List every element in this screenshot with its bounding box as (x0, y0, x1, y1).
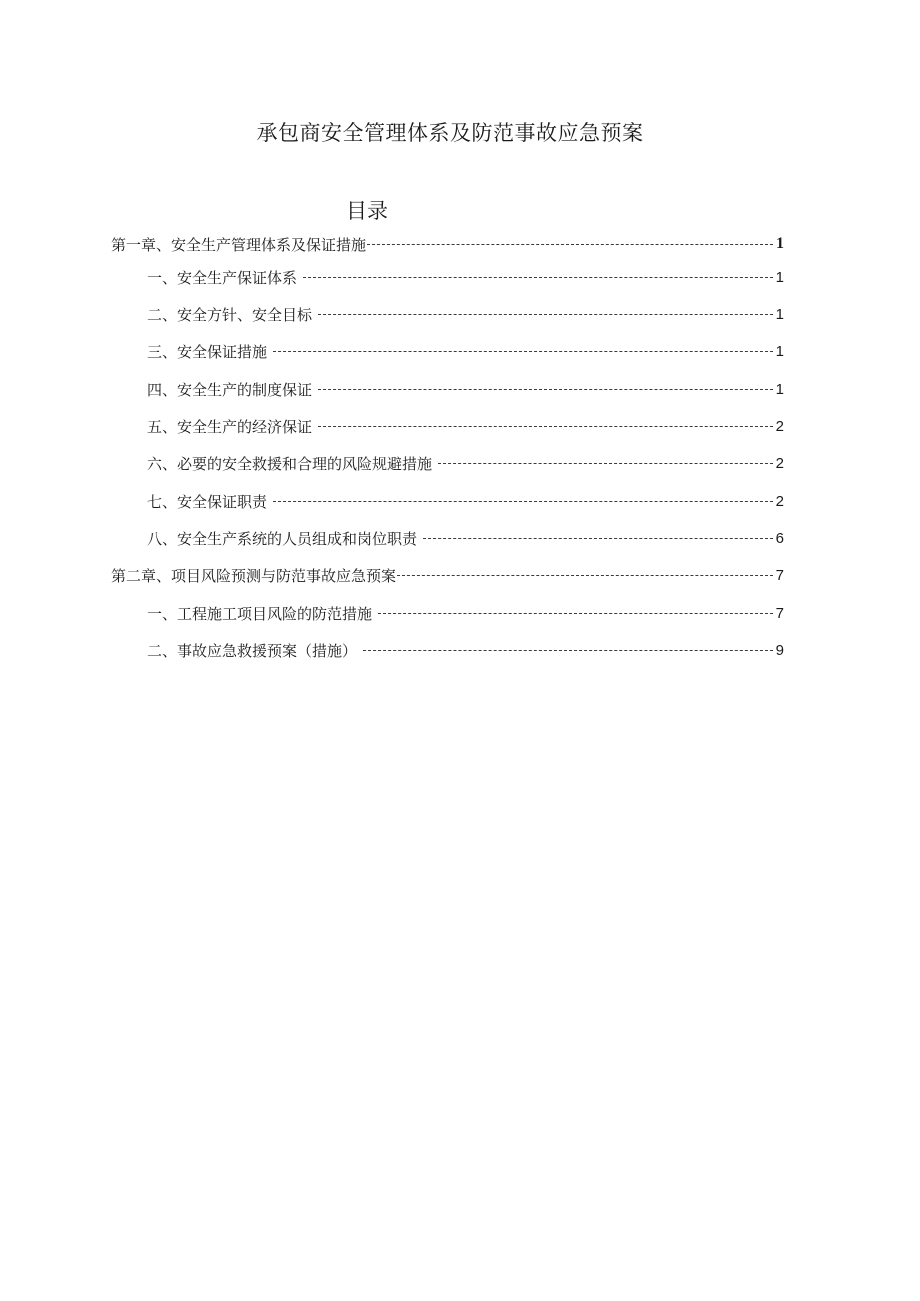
toc-entry-page: 1 (776, 235, 784, 252)
toc-entry-page: 7 (775, 604, 784, 622)
toc-entry-page: 1 (775, 342, 784, 360)
toc-entry-label: 四、安全生产的制度保证 (147, 380, 313, 399)
toc-dot-leader (273, 351, 773, 352)
toc-entry-label: 六、必要的安全救援和合理的风险规避措施 (147, 454, 433, 473)
toc-dot-leader (367, 244, 773, 245)
toc-entry-section[interactable] (147, 411, 784, 441)
toc-entry-section[interactable] (147, 486, 784, 516)
toc-dot-leader (318, 389, 773, 390)
toc-entry-page: 1 (775, 305, 784, 323)
toc-entry-page: 9 (775, 641, 784, 659)
toc-entry-section[interactable] (147, 598, 784, 628)
toc-dot-leader (378, 613, 773, 614)
toc-dot-leader (363, 650, 773, 651)
toc-dot-leader (318, 314, 773, 315)
toc-dot-leader (303, 277, 773, 278)
toc-entry-label: 一、安全生产保证体系 (147, 268, 298, 287)
toc-entry-section[interactable] (147, 448, 784, 478)
toc-entry-section[interactable] (147, 262, 784, 292)
toc-entry-label: 五、安全生产的经济保证 (147, 417, 313, 436)
toc-entry-label: 八、安全生产系统的人员组成和岗位职责 (147, 529, 418, 548)
toc-entry-label: 第二章、项目风险预测与防范事故应急预案 (111, 566, 397, 585)
document-title: 承包商安全管理体系及防范事故应急预案 (256, 121, 644, 145)
toc-entry-section[interactable] (147, 635, 784, 665)
toc-entry-chapter-1[interactable] (111, 229, 784, 259)
toc-heading: 目录 (346, 199, 388, 223)
toc-entry-label: 第一章、安全生产管理体系及保证措施 (111, 235, 367, 254)
toc-entry-label: 三、安全保证措施 (147, 342, 268, 361)
toc-entry-label: 一、工程施工项目风险的防范措施 (147, 604, 373, 623)
toc-entry-page: 1 (775, 380, 784, 398)
toc-entry-chapter-2[interactable] (111, 560, 784, 590)
toc-entry-page: 2 (775, 417, 784, 435)
toc-entry-section[interactable] (147, 523, 784, 553)
toc-dot-leader (423, 538, 773, 539)
toc-entry-section[interactable] (147, 336, 784, 366)
toc-entry-page: 7 (775, 566, 784, 584)
toc-entry-page: 2 (775, 454, 784, 472)
toc-entry-section[interactable] (147, 374, 784, 404)
toc-entry-label: 二、事故应急救援预案（措施） (147, 641, 358, 660)
toc-entry-label: 七、安全保证职责 (147, 492, 268, 511)
toc-entry-page: 2 (775, 492, 784, 510)
toc-dot-leader (318, 426, 773, 427)
toc-entry-label: 二、安全方针、安全目标 (147, 305, 313, 324)
toc-entry-page: 6 (775, 529, 784, 547)
toc-dot-leader (397, 575, 773, 576)
toc-entry-section[interactable] (147, 299, 784, 329)
toc-entry-page: 1 (775, 268, 784, 286)
toc-dot-leader (438, 463, 773, 464)
toc-dot-leader (273, 501, 773, 502)
